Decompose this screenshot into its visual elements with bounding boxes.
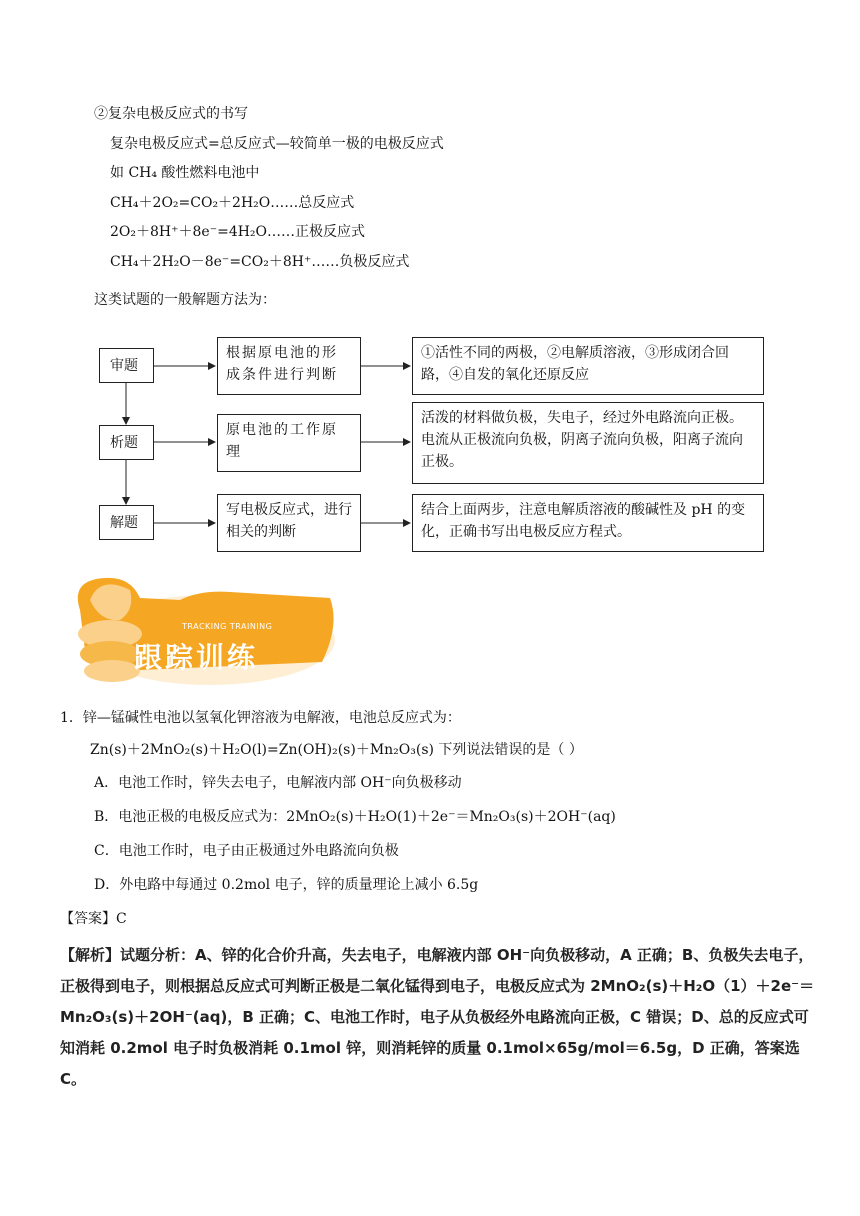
option-d: D．外电路中每通过 0.2mol 电子，锌的质量理论上减小 6.5g [94, 877, 479, 893]
logo-title: 跟踪训练 [134, 641, 259, 674]
analysis-block [60, 940, 820, 1095]
method-intro: 这类试题的一般解题方法为： [94, 292, 276, 308]
step-analyze-right: 活泼的材料做负极，失电子，经过外电路流向正极。电流从正极流向负极，阴离子流向负极，阳离子流向正极。 [412, 402, 764, 484]
option-b: B．电池正极的电极反应式为：2MnO₂(s)＋H₂O(1)＋2e⁻＝Mn₂O₃(s)＋2OH⁻(aq) [94, 809, 616, 825]
analysis-text: 试题分析：A、锌的化合价升高，失去电子，电解液内部 OH⁻向负极移动，A 正确；B、负极失去电子，正极得到电子，则根据总反应式可判断正极是二氧化锰得到电子，电极反应式为 2MnO₂(s)＋H₂O（1）＋2e⁻＝Mn₂O₃(s)＋2OH⁻(aq)，B 正确；C、电池工作时，电子从负极经外电路流向正极，C 错误；D、总的反应式可知消耗 0.2mol 电子时负极消耗 0.1mol 锌，则消耗锌的质量 0.1mol×65g/mol＝6.5g，D 正确，答案选 C。 [60, 946, 815, 1088]
section-heading: ②复杂电极反应式的书写 [94, 106, 248, 122]
logo-subtitle: TRACKING TRAINING [182, 622, 273, 631]
question-stem: 1．锌—锰碱性电池以氢氧化钾溶液为电解液，电池总反应式为： [60, 710, 461, 726]
step-analyze-middle: 原电池的工作原理 [217, 414, 361, 472]
step-solve-middle: 写电极反应式，进行相关的判断 [217, 494, 361, 552]
step-analyze-box: 析题 [99, 425, 154, 460]
example-intro: 如 CH₄ 酸性燃料电池中 [110, 165, 260, 181]
step-review-right: ①活性不同的两极，②电解质溶液，③形成闭合回路，④自发的氧化还原反应 [412, 337, 764, 395]
option-a: A．电池工作时，锌失去电子，电解液内部 OH⁻向负极移动 [94, 775, 462, 791]
option-c: C．电池工作时，电子由正极通过外电路流向负极 [94, 843, 399, 859]
question-equation: Zn(s)＋2MnO₂(s)＋H₂O(l)=Zn(OH)₂(s)＋Mn₂O₃(s) 下列说法错误的是（ ） [90, 742, 583, 758]
step-solve-right: 结合上面两步，注意电解质溶液的酸碱性及 pH 的变化，正确书写出电极反应方程式。 [412, 494, 764, 552]
rule-text: 复杂电极反应式=总反应式—较简单一极的电极反应式 [110, 136, 444, 152]
equation-total: CH₄＋2O₂=CO₂＋2H₂O……总反应式 [110, 195, 355, 211]
step-review-box: 审题 [99, 348, 154, 383]
answer: 【答案】C [60, 911, 127, 927]
step-review-middle: 根据原电池的形成条件进行判断 [217, 337, 361, 395]
step-solve-box: 解题 [99, 505, 154, 540]
equation-negative: CH₄＋2H₂O－8e⁻=CO₂＋8H⁺……负极反应式 [110, 254, 410, 270]
analysis-tag: 【解析】 [60, 946, 121, 964]
equation-positive: 2O₂＋8H⁺＋8e⁻=4H₂O……正极反应式 [110, 224, 366, 240]
